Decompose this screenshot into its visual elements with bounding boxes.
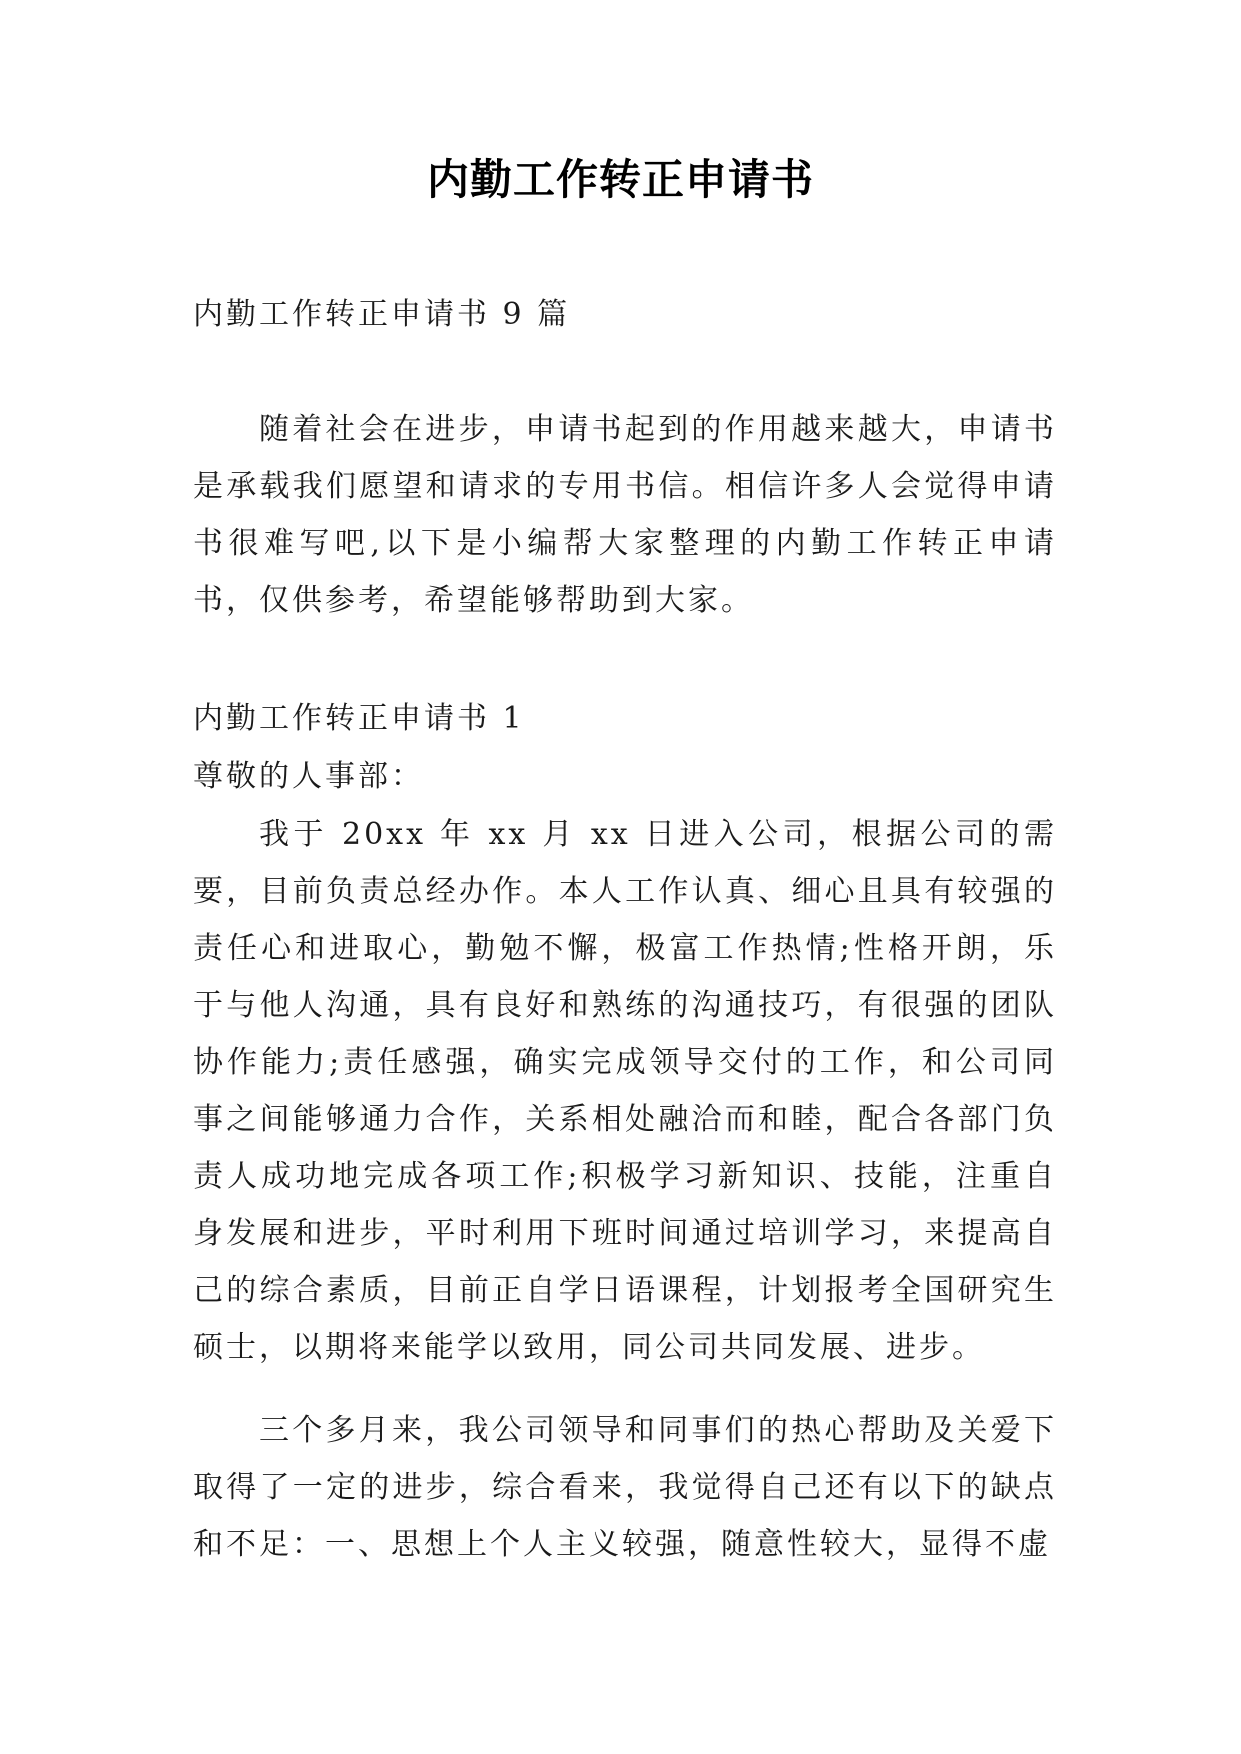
body-paragraph-1: 我于 20xx 年 xx 月 xx 日进入公司，根据公司的需要，目前负责总经办作。本人工作认真、细心且具有较强的责任心和进取心，勤勉不懈，极富工作热情;性格开朗，乐于与他人沟通，具有良好和熟练的沟通技巧，有很强的团队协作能力;责任感强，确实完成领导交付的工作，和公司同事之间能够通力合作，关系相处融洽而和睦，配合各部门负责人成功地完成各项工作;积极学习新知识、技能，注重自身发展和进步，平时利用下班时间通过培训学习，来提高自己的综合素质，目前正自学日语课程，计划报考全国研究生硕士，以期将来能学以致用，同公司共同发展、进步。: [193, 817, 1057, 1365]
salutation: 尊敬的人事部：: [193, 759, 424, 794]
section-heading: 内勤工作转正申请书 1: [193, 701, 525, 736]
body-paragraph-2: 三个多月来，我公司领导和同事们的热心帮助及关爱下取得了一定的进步，综合看来，我觉得自己还有以下的缺点和不足：一、思想上个人主义较强，随意性较大，显得不虚: [193, 1413, 1057, 1562]
document-subtitle: 内勤工作转正申请书 9 篇: [193, 297, 571, 332]
document-title: 内勤工作转正申请书: [426, 155, 814, 204]
intro-paragraph: 随着社会在进步，申请书起到的作用越来越大，申请书是承载我们愿望和请求的专用书信。相信许多人会觉得申请书很难写吧,以下是小编帮大家整理的内勤工作转正申请书，仅供参考，希望能够帮助到大家。: [193, 412, 1057, 618]
